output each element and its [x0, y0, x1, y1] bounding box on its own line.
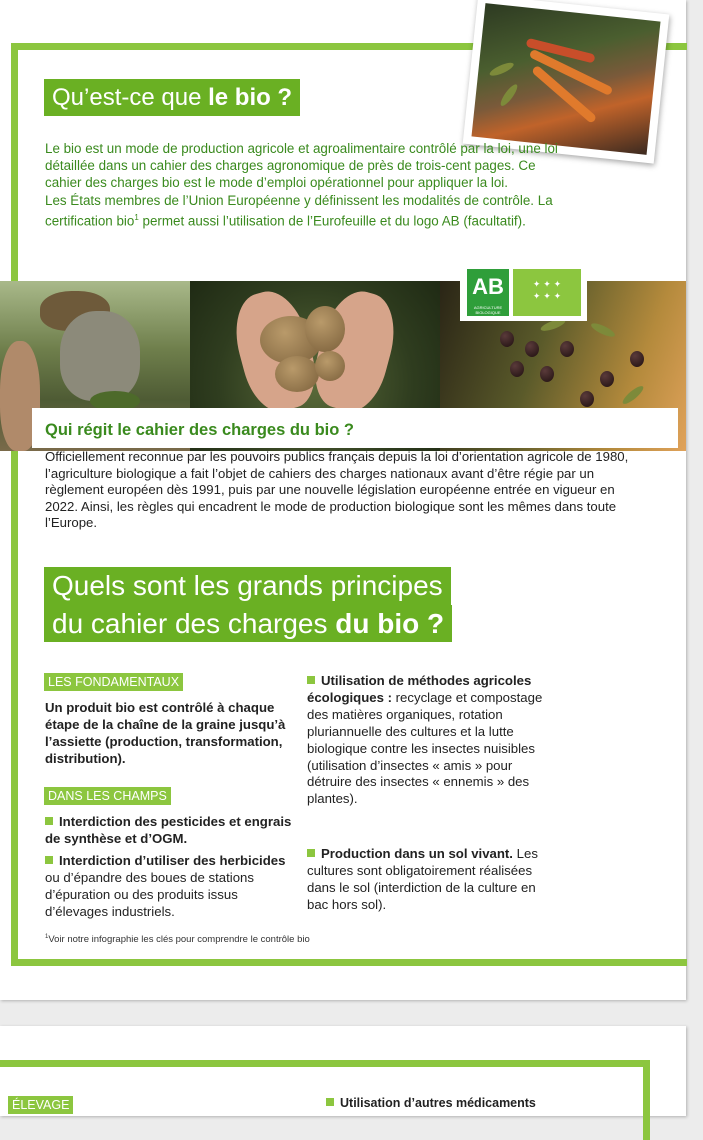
list-item: Utilisation de méthodes agricoles écologiques : recyclage et compostage des matières organiques, rotation pluriannuelle des cultures et la lutte biologique contre les insectes nuisibles (utilisation d’insectes « amis » pour détruire des insectes « ennemis » des plantes). — [307, 673, 543, 807]
green-frame-2 — [0, 1060, 650, 1140]
list-item: Production dans un sol vivant. Les cultures sont obligatoirement réalisées dans le sol (interdiction de la culture en bac hors sol). — [307, 846, 538, 912]
bullet-icon — [307, 676, 315, 684]
bio-logos — [460, 266, 587, 321]
eurofeuille-logo: ✦ ✦ ✦ ✦ ✦ ✦ — [513, 269, 581, 316]
ab-logo: AB AGRICULTURE BIOLOGIQUE — [467, 269, 509, 316]
elevage-label: ÉLEVAGE — [8, 1096, 73, 1114]
bullet-icon — [307, 849, 315, 857]
principles-title-line1: Quels sont les grands principes — [44, 567, 451, 605]
page-title: Qu’est-ce que le bio ? — [44, 79, 300, 116]
champs-label: DANS LES CHAMPS — [44, 787, 171, 805]
list-item: Interdiction d’utiliser des herbicides ou d’épandre des boues de stations d’épuration ou des produits issus d’élevages industriels. — [45, 853, 286, 919]
footnote: $^1$Voir notre infographie les clés pour comprendre le contrôle bio — [45, 934, 310, 946]
fondamentaux-label: LES FONDAMENTAUX — [44, 673, 183, 691]
bullet-icon — [45, 817, 53, 825]
section-heading: Qui régit le cahier des charges du bio ? — [45, 421, 354, 439]
page2-item: Utilisation d’autres médicaments — [326, 1096, 536, 1110]
section-body: Officiellement reconnue par les pouvoirs publics français depuis la loi d’orientation agricole de 1980, l’agriculture biologique a fait l’objet de cahiers des charges nationaux avant d’être régie par un règlement européen dès 1991, puis par une nouvelle législation européenne entrée en vigueur en 2022. Ainsi, les règles qui encadrent le mode de production biologique sont les mêmes dans toute l’Europe. — [45, 449, 629, 530]
list-item: Interdiction des pesticides et engrais de synthèse et d’OGM. — [45, 814, 292, 846]
bullet-icon — [45, 856, 53, 864]
intro-text: Le bio est un mode de production agricole et agroalimentaire contrôlé par la loi, une loi détaillée dans un cahier des charges agronomique de près de trois-cent pages. Ce cahier des charges bio est le mode d’emploi opérationnel pour appliquer la loi. Les États membres de l’Union Européenne y définissent les modalités de contrôle. La certification bio$^1$ permet aussi l’utilisation de l’Eurofeuille et du logo AB (facultatif). — [45, 141, 558, 229]
fondamentaux-text: Un produit bio est contrôlé à chaque étape de la chaîne de la graine jusqu’à l’assiette (production, transformation, distribution). — [45, 700, 286, 766]
bullet-icon — [326, 1098, 334, 1106]
principles-title-line2: du cahier des charges du bio ? — [44, 605, 452, 642]
